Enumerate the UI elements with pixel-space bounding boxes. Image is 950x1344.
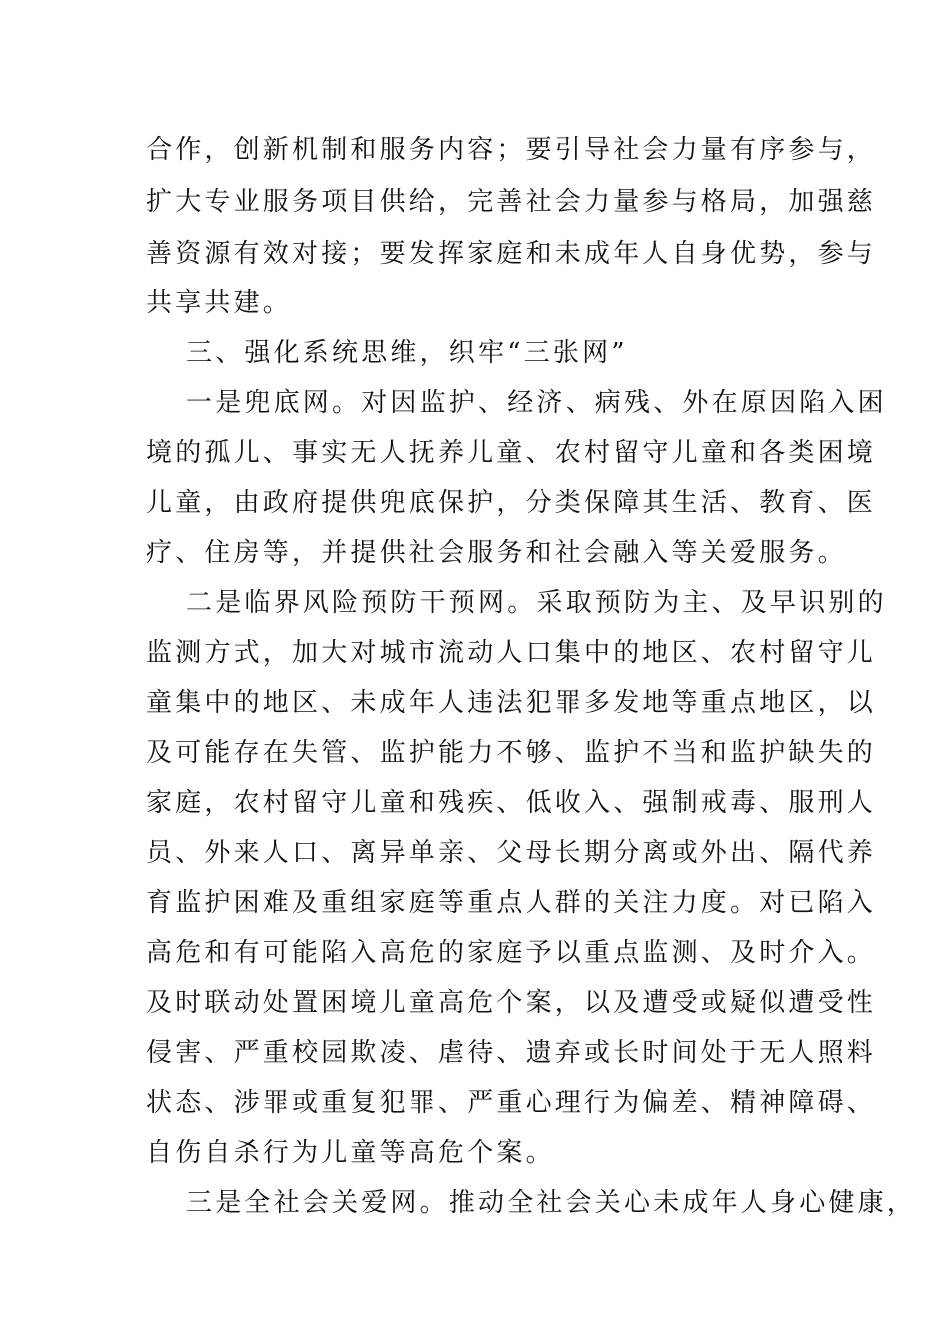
text-line: 境的孤儿、事实无人抚养儿童、农村留守儿童和各类困境	[146, 438, 877, 468]
text-line: 二是临界风险预防干预网。采取预防为主、及早识别的	[186, 588, 887, 618]
text-line: 状态、涉罪或重复犯罪、严重心理行为偏差、精神障碍、	[146, 1088, 877, 1118]
text-line: 疗、住房等，并提供社会服务和社会融入等关爱服务。	[146, 538, 847, 568]
text-line: 及时联动处置困境儿童高危个案，以及遭受或疑似遭受性	[146, 988, 877, 1018]
text-line: 侵害、严重校园欺凌、虐待、遗弃或长时间处于无人照料	[146, 1038, 877, 1068]
text-line: 童集中的地区、未成年人违法犯罪多发地等重点地区，以	[146, 688, 877, 718]
text-line: 扩大专业服务项目供给，完善社会力量参与格局，加强慈	[146, 187, 877, 217]
text-line: 三是全社会关爱网。推动全社会关心未成年人身心健康，	[186, 1188, 917, 1218]
text-line: 监测方式，加大对城市流动人口集中的地区、农村留守儿	[146, 638, 877, 668]
text-line: 儿童，由政府提供兜底保护，分类保障其生活、教育、医	[146, 488, 877, 518]
text-line: 高危和有可能陷入高危的家庭予以重点监测、及时介入。	[146, 938, 877, 968]
text-line: 育监护困难及重组家庭等重点人群的关注力度。对已陷入	[146, 888, 877, 918]
text-line: 及可能存在失管、监护能力不够、监护不当和监护缺失的	[146, 738, 877, 768]
section-heading: 三、强化系统思维，织牢“三张网”	[186, 338, 628, 368]
text-line: 合作，创新机制和服务内容；要引导社会力量有序参与，	[146, 135, 877, 165]
text-line: 一是兜底网。对因监护、经济、病残、外在原因陷入困	[186, 388, 887, 418]
text-line: 自伤自杀行为儿童等高危个案。	[146, 1138, 555, 1168]
text-line: 员、外来人口、离异单亲、父母长期分离或外出、隔代养	[146, 838, 877, 868]
text-line: 共享共建。	[146, 288, 293, 318]
text-line: 善资源有效对接；要发挥家庭和未成年人自身优势，参与	[146, 239, 877, 269]
text-line: 家庭，农村留守儿童和残疾、低收入、强制戒毒、服刑人	[146, 788, 877, 818]
